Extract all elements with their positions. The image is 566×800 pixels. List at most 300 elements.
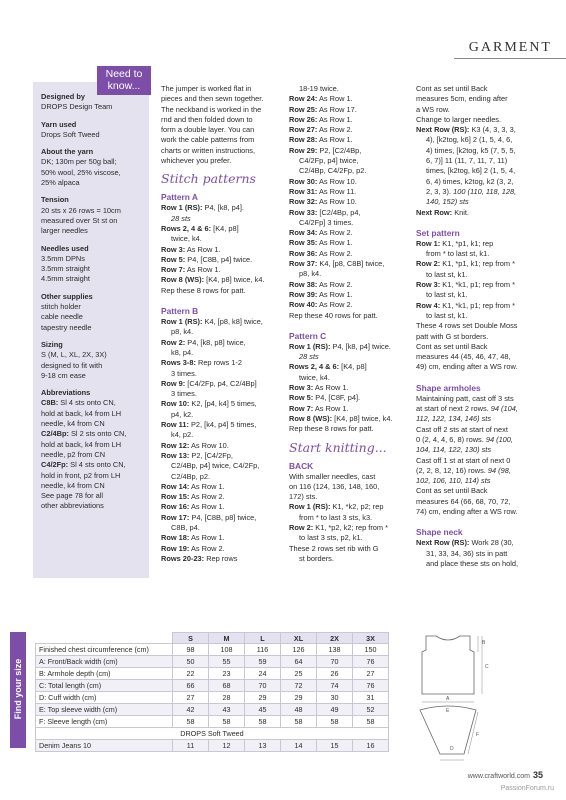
row-label: Row 25: <box>289 104 318 114</box>
row-line <box>289 105 407 115</box>
row-line <box>161 554 279 564</box>
row-label: Row 28: <box>289 135 318 145</box>
body-text: measures 44 (45, 46, 47, 48, <box>416 352 511 362</box>
section-rule <box>454 58 566 59</box>
row-text: As Row 10. <box>317 197 357 207</box>
row-text: As Row 1. <box>313 403 349 413</box>
table-cell: 58 <box>317 716 353 728</box>
table-cell: 50 <box>173 656 209 668</box>
row-text: K4, [p8, k8] twice, <box>202 317 263 327</box>
row-text: K1, *p1, k1; rep from * <box>440 259 515 269</box>
row-line <box>289 197 407 207</box>
row-text: As Row 1. <box>317 114 353 124</box>
row-label: Row 3: <box>289 383 314 393</box>
table-cell: Denim Jeans 10 <box>36 740 173 752</box>
row-label: Row 32: <box>289 197 318 207</box>
back-text: 172) sts. <box>289 492 318 502</box>
body-text: a WS row. <box>416 104 450 114</box>
table-header: 2X <box>317 633 353 644</box>
row-text: [C4/2Fp, p4, C2/4Bp] <box>185 378 257 388</box>
row-line <box>289 280 407 290</box>
row-text: k8, p4. <box>171 347 194 357</box>
row-label: Row 27: <box>289 125 318 135</box>
row-text: As Row 1. <box>189 533 225 543</box>
stitch-count: 94 (100, <box>483 434 513 444</box>
tension-line: 20 sts x 26 rows = 10cm <box>41 205 121 215</box>
sizing-line: 9-18 cm ease <box>41 370 86 380</box>
body-text: Change to larger needles. <box>416 114 502 124</box>
row-label: Row 33: <box>289 207 318 217</box>
row-text: P4, [k8, p4] twice. <box>330 341 391 351</box>
diagram-label-b: B <box>482 640 486 646</box>
intro-line: charts or written instructions, <box>161 145 256 155</box>
pattern-a-heading: Pattern A <box>161 192 198 203</box>
body-text: patt with G st borders. <box>416 331 489 341</box>
table-header: 3X <box>353 633 389 644</box>
table-row <box>36 692 389 704</box>
table-header: L <box>245 633 281 644</box>
row-text: 3 times. <box>171 368 197 378</box>
row-label: Row 9: <box>161 378 186 388</box>
body-text: Cast off 1 st at start of next 0 <box>416 455 511 465</box>
repeat-note: Rep these 8 rows for patt. <box>289 424 374 434</box>
row-text: Rep rows <box>204 553 238 563</box>
row-label: Row 2: <box>161 337 186 347</box>
abbr-key: C4/2Fp: <box>41 460 69 470</box>
table-cell: 31 <box>353 692 389 704</box>
back-text: These 2 rows set rib with G <box>289 543 379 553</box>
row-text: 18-19 twice. <box>299 84 339 93</box>
row-label: Next Row (RS): <box>416 125 470 135</box>
table-cell: B: Armhole depth (cm) <box>36 668 173 680</box>
abbr-text: Sl 2 sts onto CN, <box>68 429 127 439</box>
row-label: Row 35: <box>289 238 318 248</box>
needles-heading: Needles used <box>41 243 89 253</box>
body-text: These 4 rows set Double Moss <box>416 321 518 331</box>
row-line <box>161 420 279 430</box>
stitch-count: 100 (110, 118, 128, <box>451 186 517 196</box>
body-text: measures 5cm, ending after <box>416 94 508 104</box>
row-text: p8, k4. <box>299 269 322 279</box>
table-cell: 58 <box>173 716 209 728</box>
needle-line: 3.5mm straight <box>41 264 90 274</box>
row-text: P4, [C8B, p4] twice. <box>185 254 253 264</box>
table-cell: 68 <box>209 680 245 692</box>
watermark: PassionForum.ru <box>500 785 554 792</box>
column-3 <box>416 84 540 569</box>
table-header: M <box>209 633 245 644</box>
intro-line: The neckband is worked in the <box>161 104 262 114</box>
table-cell: A: Front/Back width (cm) <box>36 656 173 668</box>
row-line <box>161 203 279 213</box>
row-text: P2, [k4, p4] 5 times, <box>188 420 257 430</box>
abbr-text: needle, k4 from CN <box>41 480 105 490</box>
row-label: Row 29: <box>289 145 318 155</box>
row-line <box>161 255 279 265</box>
row-text: 31, 33, 34, 36) sts in patt <box>426 548 508 558</box>
abbr-text: hold in front, p2 from LH <box>41 470 121 480</box>
row-text: and place these sts on hold, <box>426 558 519 568</box>
row-text: twice, k4. <box>171 234 202 244</box>
row-text: K1, *p1, k1; rep <box>440 238 494 248</box>
row-line <box>161 358 279 368</box>
diagram-label-d: D <box>450 746 454 752</box>
row-line <box>161 544 279 554</box>
row-line <box>161 399 279 409</box>
row-text: P4, [k8, p8] twice, <box>185 337 246 347</box>
table-cell: 45 <box>245 704 281 716</box>
table-cell: 58 <box>281 716 317 728</box>
intro-line: work the cable patterns from <box>161 135 255 145</box>
row-line <box>161 224 279 234</box>
row-text: [C2/4Bp, p4, <box>317 207 361 217</box>
back-text: With smaller needles, cast <box>289 471 376 481</box>
row-text: As Row 2. <box>317 248 353 258</box>
row-label: Row 19: <box>161 543 190 553</box>
intro-line: whichever you prefer. <box>161 156 232 166</box>
row-text: [K4, p8] <box>339 362 367 372</box>
tag-line-2: know... <box>107 80 141 92</box>
abbr-text: hold at back, k4 from LH <box>41 408 122 418</box>
row-line <box>289 342 407 352</box>
row-text: As Row 2. <box>317 125 353 135</box>
row-line <box>289 523 407 533</box>
row-label: Row 2: <box>289 522 314 532</box>
row-text: As Row 2. <box>317 228 353 238</box>
body-text: 0 (2, 4, 4, 6, 8) rows. <box>416 434 484 444</box>
row-label: Row 8 (WS): <box>161 275 205 285</box>
table-cell: D: Cuff width (cm) <box>36 692 173 704</box>
row-text: K1, *k1, p1; rep from * <box>440 280 515 290</box>
row-line <box>289 115 407 125</box>
row-line <box>416 538 540 548</box>
row-line <box>161 379 279 389</box>
stitch-count: 94 (98, <box>485 465 511 475</box>
table-row <box>36 668 389 680</box>
row-label: Row 7: <box>161 265 186 275</box>
stitch-count: 94 (104, <box>488 404 518 414</box>
row-label: Row 37: <box>289 259 318 269</box>
about-line: DK; 130m per 50g ball; <box>41 157 117 167</box>
page-footer <box>468 770 543 780</box>
row-line <box>161 492 279 502</box>
garment-schematic <box>398 632 518 764</box>
row-line <box>416 301 540 311</box>
row-text: Knit. <box>452 207 469 217</box>
row-text: [K4, p8] twice, k4. <box>204 275 265 285</box>
row-label: Row 17: <box>161 512 190 522</box>
table-cell: 55 <box>209 656 245 668</box>
row-label: Row 5: <box>289 393 314 403</box>
row-text: As Row 1. <box>317 289 353 299</box>
shape-neck-heading: Shape neck <box>416 527 463 538</box>
row-line <box>289 502 407 512</box>
set-pattern-heading: Set pattern <box>416 227 460 238</box>
row-label: Row 8 (WS): <box>289 413 333 423</box>
table-row <box>36 740 389 752</box>
table-cell: 76 <box>353 680 389 692</box>
abbr-see: See page 78 for all <box>41 491 104 501</box>
table-cell: 27 <box>353 668 389 680</box>
row-line <box>289 362 407 372</box>
row-line <box>289 393 407 403</box>
row-label: Row 16: <box>161 502 190 512</box>
row-label: Row 1 (RS): <box>289 502 331 512</box>
table-cell: 58 <box>209 716 245 728</box>
need-to-know-tag <box>97 66 151 95</box>
row-text: As Row 1. <box>317 94 353 104</box>
table-cell: 28 <box>209 692 245 704</box>
row-text: p4, k2. <box>171 409 194 419</box>
body-line <box>416 435 540 445</box>
sizing-line: designed to fit with <box>41 360 103 370</box>
row-line <box>289 228 407 238</box>
table-cell: Finished chest circumference (cm) <box>36 644 173 656</box>
row-text: to last st, k1. <box>426 269 468 279</box>
row-label: Row 1: <box>416 238 441 248</box>
table-cell: E: Top sleeve width (cm) <box>36 704 173 716</box>
row-label: Row 18: <box>161 533 190 543</box>
row-text: to last st, k1. <box>426 310 468 320</box>
needle-line: 3.5mm DPNs <box>41 253 85 263</box>
abbreviations-heading: Abbreviations <box>41 388 91 398</box>
diagram-label-e: E <box>446 708 450 714</box>
body-line <box>416 466 540 476</box>
row-line <box>289 414 407 424</box>
row-text: P4, [C8F, p4]. <box>313 393 361 403</box>
column-1 <box>161 84 279 564</box>
row-line <box>416 280 540 290</box>
row-text: As Row 2. <box>317 279 353 289</box>
row-text: P4, [k8, p4]. <box>202 203 244 213</box>
row-line <box>416 187 540 197</box>
diagram-label-f: F <box>476 732 480 738</box>
row-label: Row 30: <box>289 176 318 186</box>
row-label: Row 1 (RS): <box>161 317 203 327</box>
supplies-heading: Other supplies <box>41 291 93 301</box>
website-link[interactable]: www.craftworld.com <box>467 773 530 780</box>
abbr-text: needle, k4 from CN <box>41 419 105 429</box>
dimension-lines <box>422 636 482 702</box>
row-text: As Row 17. <box>317 104 357 114</box>
row-label: Row 36: <box>289 248 318 258</box>
table-cell: 25 <box>281 668 317 680</box>
row-label: Row 7: <box>289 403 314 413</box>
back-text: on 116 (124, 136, 148, 160, <box>289 481 380 491</box>
table-cell: F: Sleeve length (cm) <box>36 716 173 728</box>
row-label: Row 31: <box>289 186 318 196</box>
intro-line: pieces and then sewn together. <box>161 94 264 104</box>
row-line <box>416 125 540 135</box>
stitch-count: 28 sts <box>171 213 191 223</box>
row-text: [K4, p8] <box>211 223 239 233</box>
row-line <box>289 404 407 414</box>
row-label: Row 1 (RS): <box>289 341 331 351</box>
row-text: K4, [p8, C8B] twice, <box>317 259 385 269</box>
row-text: C2/4Bp, p4] twice, C4/2Fp, <box>171 461 260 471</box>
table-row <box>36 644 389 656</box>
row-text: p8, k4. <box>171 327 194 337</box>
needle-line: 4.5mm straight <box>41 274 90 284</box>
sizing-heading: Sizing <box>41 339 63 349</box>
row-label: Row 13: <box>161 450 190 460</box>
abbr-see: other abbreviations <box>41 501 104 511</box>
table-cell: 70 <box>245 680 281 692</box>
sizing-line: S (M, L, XL, 2X, 3X) <box>41 350 107 360</box>
row-text: 3 times. <box>171 389 197 399</box>
body-text: measures 64 (66, 68, 70, 72, <box>416 496 511 506</box>
row-line <box>289 290 407 300</box>
row-line <box>289 135 407 145</box>
repeat-note: Rep these 8 rows for patt. <box>161 285 246 295</box>
abbr-c24b <box>41 429 149 439</box>
designed-by-heading: Designed by <box>41 92 85 101</box>
body-text: Maintaining patt, cast off 3 sts <box>416 393 514 403</box>
stitch-count: 104, 114, 122, 130) sts <box>416 445 492 455</box>
table-cell: 27 <box>173 692 209 704</box>
row-label: Row 1 (RS): <box>161 203 203 213</box>
table-cell: 43 <box>209 704 245 716</box>
row-text: C2/4Bp, p2. <box>171 471 211 481</box>
yarn-used-heading: Yarn used <box>41 119 77 129</box>
row-text: K2, [p4, k4] 5 times, <box>189 399 257 409</box>
row-line <box>289 238 407 248</box>
row-text: K3 (4, 3, 3, 3, <box>469 125 516 135</box>
intro-line: form a double layer. You can <box>161 125 255 135</box>
row-text: from * to last 3 sts, k3. <box>299 512 373 522</box>
yarn-name: Drops Soft Tweed <box>41 129 100 139</box>
row-line <box>289 125 407 135</box>
row-label: Rows 2, 4 & 6: <box>289 362 340 372</box>
table-cell: 16 <box>353 740 389 752</box>
tag-line-1: Need to <box>105 68 143 80</box>
row-text: As Row 1. <box>185 265 221 275</box>
row-line <box>289 208 407 218</box>
table-cell: C: Total length (cm) <box>36 680 173 692</box>
row-text: times, [k2tog, k6] 2 (1, 5, 4, <box>426 166 516 176</box>
table-cell: 14 <box>281 740 317 752</box>
supply-line: tapestry needle <box>41 322 92 332</box>
page-number: 35 <box>532 770 543 780</box>
row-text: [K4, p8] twice, k4. <box>332 413 393 423</box>
row-line <box>289 383 407 393</box>
sidebar-info <box>41 92 149 519</box>
table-cell: 126 <box>281 644 317 656</box>
find-your-size-label: Find your size <box>13 658 23 720</box>
abbr-text: needle, p2 from CN <box>41 449 106 459</box>
tension-line: measured over St st on <box>41 215 118 225</box>
abbr-key: C8B: <box>41 398 59 408</box>
row-text: P4, [C8B, p8] twice, <box>189 512 257 522</box>
table-cell: 42 <box>173 704 209 716</box>
table-cell: 12 <box>209 740 245 752</box>
row-label: Row 11: <box>161 420 189 430</box>
row-label: Row 34: <box>289 228 318 238</box>
row-text: P2, [C4/2Fp, <box>189 450 233 460</box>
row-label: Row 12: <box>161 440 190 450</box>
row-text: Work 28 (30, <box>469 538 514 548</box>
row-text: 6, 7)] 11 (11, 7, 11, 7, 11) <box>426 156 508 166</box>
row-label: Row 4: <box>416 300 441 310</box>
pattern-b-heading: Pattern B <box>161 306 199 317</box>
row-text: twice, k4. <box>299 372 330 382</box>
table-cell: 72 <box>281 680 317 692</box>
intro-line: The jumper is worked flat in <box>161 84 252 93</box>
about-line: 50% wool, 25% viscose, <box>41 167 121 177</box>
back-text: st borders. <box>299 553 334 563</box>
table-row <box>36 680 389 692</box>
table-cell: 58 <box>245 716 281 728</box>
table-cell: 15 <box>317 740 353 752</box>
size-table <box>35 632 389 752</box>
row-label: Rows 3-8: <box>161 358 196 368</box>
column-2 <box>289 84 407 564</box>
row-text: K1, *k2, p2; rep <box>330 502 384 512</box>
row-label: Row 3: <box>416 280 441 290</box>
row-label: Row 14: <box>161 481 190 491</box>
row-line <box>161 265 279 275</box>
row-line <box>416 208 540 218</box>
table-cell: 24 <box>245 668 281 680</box>
body-text: 49) cm, ending after a WS row. <box>416 362 518 372</box>
tension-heading: Tension <box>41 195 69 205</box>
row-text: As Row 10. <box>189 440 229 450</box>
body-text: Cast off 2 sts at start of next <box>416 424 508 434</box>
body-line <box>416 404 540 414</box>
diagram-label-c: C <box>485 664 489 670</box>
row-line <box>161 338 279 348</box>
row-line <box>161 482 279 492</box>
row-line <box>416 239 540 249</box>
table-cell: 23 <box>209 668 245 680</box>
row-label: Row 5: <box>161 254 186 264</box>
repeat-note: Rep these 40 rows for patt. <box>289 310 378 320</box>
row-text: C4/2Fp] 3 times. <box>299 217 354 227</box>
table-row <box>36 656 389 668</box>
row-line <box>161 451 279 461</box>
row-label: Row 3: <box>161 244 186 254</box>
table-cell: 64 <box>281 656 317 668</box>
supply-line: stitch holder <box>41 302 81 312</box>
row-line <box>289 94 407 104</box>
table-cell: 58 <box>353 716 389 728</box>
body-text: Cont as set until Back <box>416 486 488 496</box>
row-label: Row 2: <box>416 259 441 269</box>
row-text: from * to last st, k1. <box>426 249 490 259</box>
designer: DROPS Design Team <box>41 102 113 112</box>
row-label: Row 39: <box>289 289 318 299</box>
table-cell: 59 <box>245 656 281 668</box>
row-line <box>161 317 279 327</box>
table-row <box>36 704 389 716</box>
row-text: As Row 1. <box>317 238 353 248</box>
row-text: As Row 1. <box>185 244 221 254</box>
row-text: to last 3 sts, p2, k1. <box>299 533 363 543</box>
pattern-c-heading: Pattern C <box>289 330 327 341</box>
abbr-c8b <box>41 398 149 408</box>
table-cell: 76 <box>353 656 389 668</box>
table-cell: 48 <box>281 704 317 716</box>
row-line <box>289 187 407 197</box>
supply-line: cable needle <box>41 312 83 322</box>
row-line <box>289 177 407 187</box>
table-cell: 150 <box>353 644 389 656</box>
row-text: K1, *p2, k2; rep from * <box>313 522 388 532</box>
abbr-text: Sl 4 sts onto CN, <box>68 460 126 470</box>
abbr-c24f <box>41 460 149 470</box>
row-line <box>161 245 279 255</box>
start-knitting-heading: Start knitting... <box>289 439 387 455</box>
